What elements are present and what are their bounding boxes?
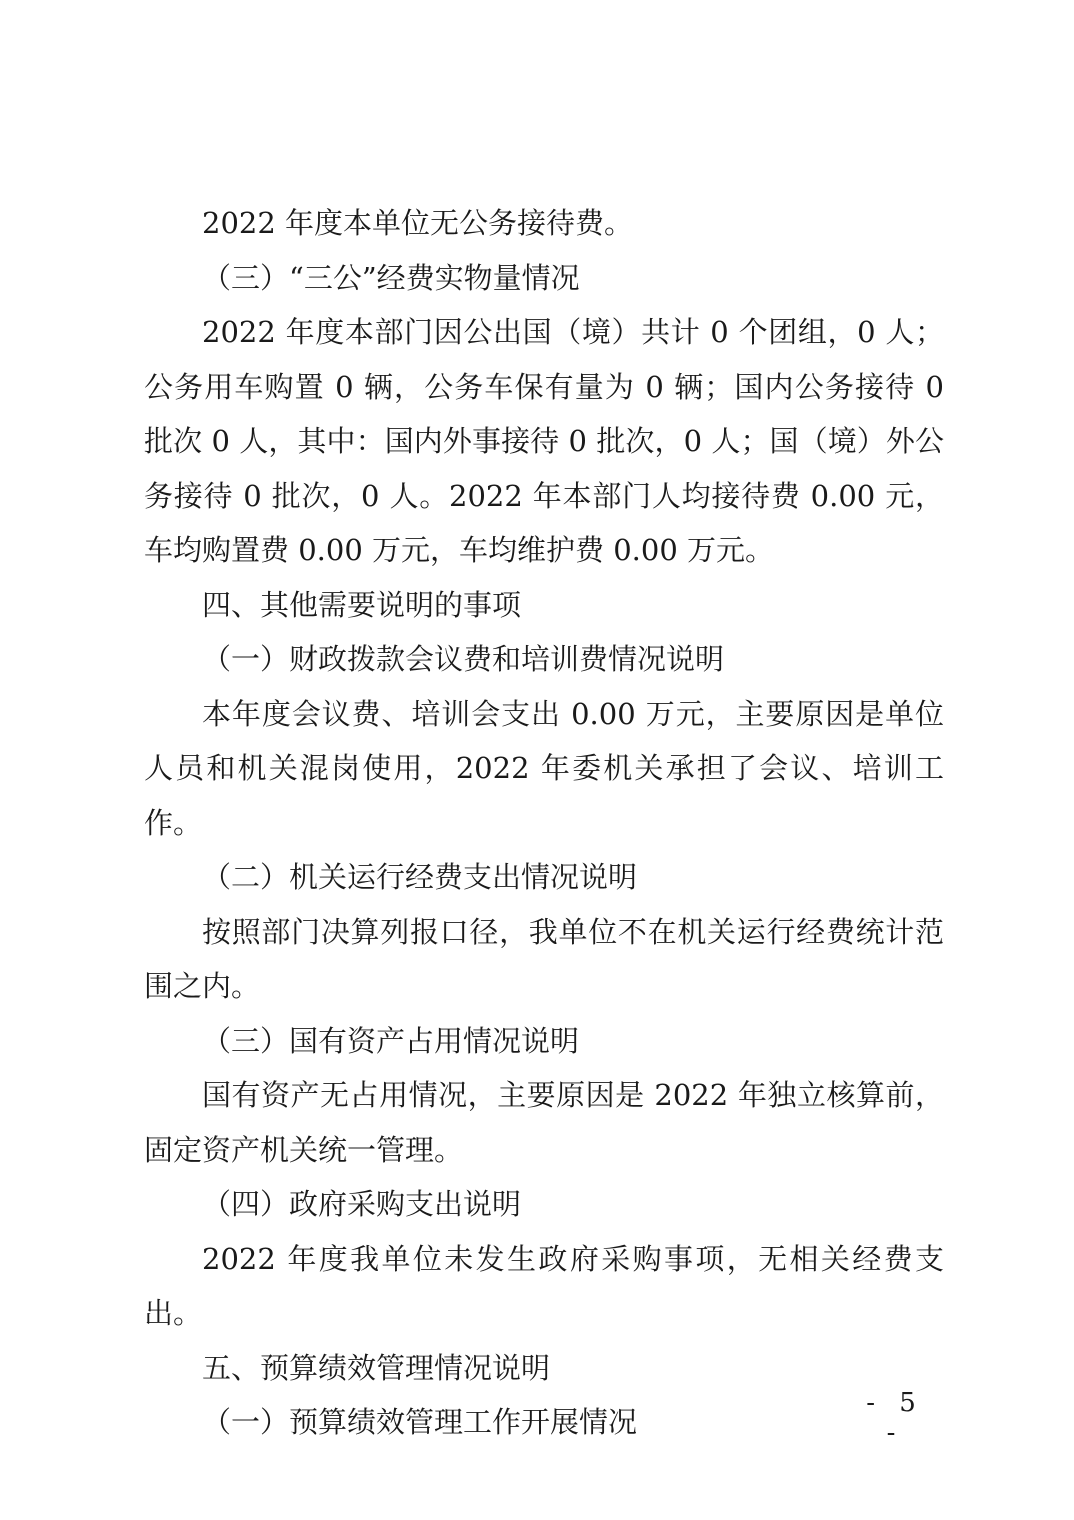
heading-budget-performance-work: （一）预算绩效管理工作开展情况 [202,1405,638,1439]
paragraph-meeting-training-fees: 本年度会议费、培训会支出 0.00 万元，主要原因是单位人员和机关混岗使用，2022 年委机关承担了会议、培训工作。 [144,696,944,840]
heading-operating-expenses: （二）机关运行经费支出情况说明 [202,860,638,894]
paragraph-no-hospitality-fee: 2022 年度本单位无公务接待费。 [202,206,634,240]
document-body [144,196,944,1450]
paragraph-physical-quantity-details: 2022 年度本部门因公出国（境）共计 0 个团组，0 人；公务用车购置 0 辆，公务车保有量为 0 辆；国内公务接待 0 批次 0 人，其中：国内外事接待 0 批次，0 人；国（境）外公务接待 0 批次，0 人。2022 年本部门人均接待费 0.00 元，车均购置费 0.00 万元，车均维护费 0.00 万元。 [144,315,944,567]
paragraph-operating-expenses: 按照部门决算列报口径，我单位不在机关运行经费统计范围之内。 [144,914,944,1003]
heading-state-assets: （三）国有资产占用情况说明 [202,1023,580,1058]
heading-three-public-physical-quantity: （三）“三公”经费实物量情况 [202,260,580,295]
page-number: - 5 - [866,1388,924,1448]
heading-other-matters: 四、其他需要说明的事项 [202,587,522,622]
heading-meeting-training-fees: （一）财政拨款会议费和培训费情况说明 [202,642,725,676]
paragraph-government-procurement: 2022 年度我单位未发生政府采购事项，无相关经费支出。 [144,1241,944,1330]
heading-budget-performance: 五、预算绩效管理情况说明 [202,1350,551,1385]
heading-government-procurement: （四）政府采购支出说明 [202,1187,522,1221]
paragraph-state-assets: 国有资产无占用情况，主要原因是 2022 年独立核算前，固定资产机关统一管理。 [144,1078,944,1167]
